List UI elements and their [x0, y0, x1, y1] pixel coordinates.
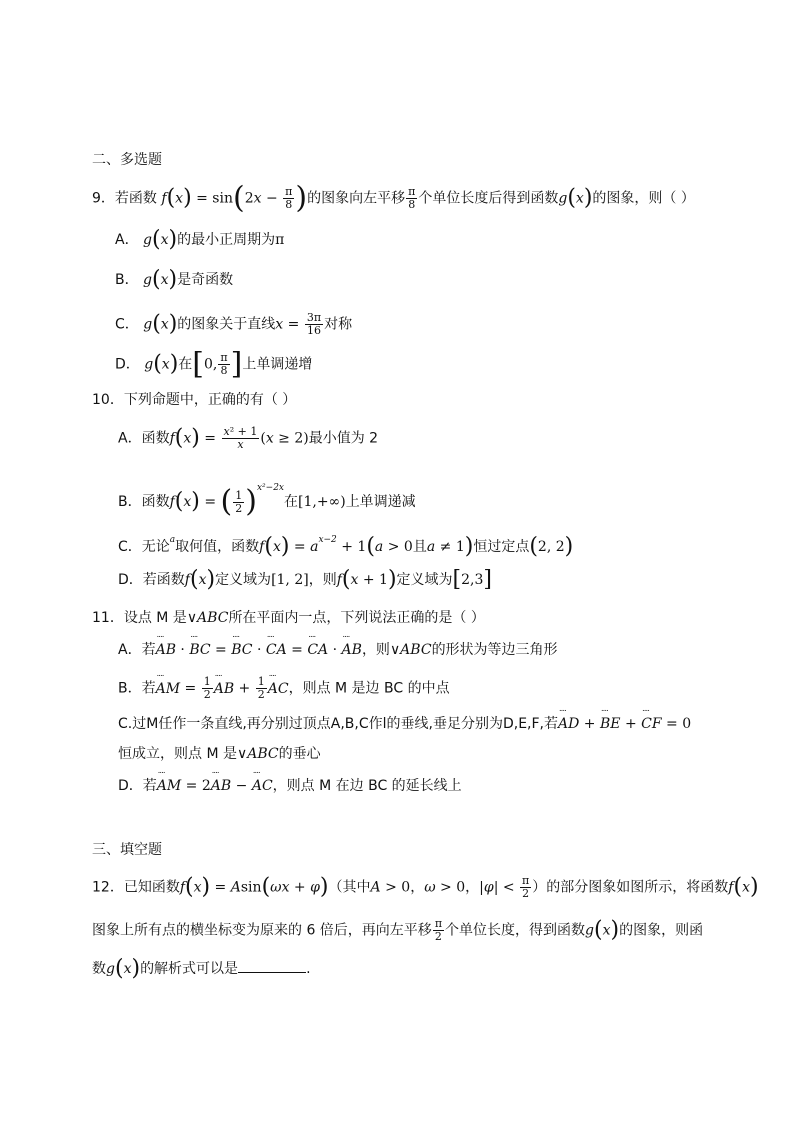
question-text: 设点 M 是 [123, 610, 187, 626]
question-12: 12．已知函数f(x) = Asin(ωx + φ)（其中A > 0，ω > 0，|φ| < $\frac{\pi}{2}$ ）的部分图象如图所示，将函数f(x) [92, 874, 759, 900]
question-11: 11．设点 M 是∨ABC所在平面内一点，下列说法正确的是（ ） [92, 610, 485, 626]
question-12-line3: 数g(x)的解析式可以是 . [92, 956, 311, 981]
question-number: 12． [92, 879, 124, 896]
section-heading-fill-in: 三、填空题 [92, 842, 162, 858]
option-10a: A．函数f(x) = $\frac{\text{x² + 1}}{x}$ (x ≥ 2)最小值为 2 [118, 425, 379, 451]
question-10 [92, 390, 296, 410]
question-number: 10． [92, 392, 124, 408]
option-11a: A．若¨¨ AB · ¨¨ BC = ¨¨ BC · ¨¨ CA = ¨¨ CA · ¨¨ AB，则∨ABC的形状为等边三角形 [118, 640, 558, 660]
option-11c-continued: 恒成立，则点 M 是∨ABC的垂心 [118, 746, 321, 762]
question-number: 11． [92, 610, 124, 626]
question-number: 9． [92, 190, 115, 207]
option-10b: B．函数f(x) = ( $\frac{1}{2}$ )$^{x^2-2x}$在[1,+∞)上单调递减 [118, 483, 416, 519]
option-11c: C.过M任作一条直线,再分别过顶点A,B,C作l的垂线,垂足分别为D,E,F,若¨¨ AD + ¨¨ BE + ¨¨ CF = 0 [118, 714, 691, 734]
question-text: 若函数 [114, 190, 157, 207]
section-heading-multiple-choice: 二、多选题 [92, 152, 162, 168]
question-text: 下列命题中，正确的有（ ） [123, 392, 297, 408]
option-9c: C． g(x)的图象关于直线x = $\frac{3\pi}{16}$ 对称 [115, 311, 353, 337]
formula: f [161, 190, 167, 207]
option-11b: B．若¨¨ AM = $\frac{1}{2}$ ¨¨ AB + $\frac{1}{2}$ ¨¨ AC，则点 M 是边 BC 的中点 [118, 676, 450, 701]
option-9b: B． g(x)是奇函数 [115, 267, 234, 292]
option-10d: D．若函数f(x)定义域为[1, 2]，则f(x + 1)定义域为[2,3] [118, 567, 492, 592]
question-9: 9．若函数 f(x) = sin(2x − $\frac{\pi}{8}$ )的图象向左平移 $\frac{\pi}{8}$ 个单位长度后得到函数g(x)的图象，则（ ） [92, 180, 695, 216]
option-11d: D．若¨¨ AM = 2¨¨ AB − ¨¨ AC，则点 M 在边 BC 的延长线上 [118, 776, 462, 796]
answer-blank[interactable] [238, 958, 306, 973]
question-12-line2: 图象上所有点的横坐标变为原来的 6 倍后，再向左平移 $\frac{\pi}{2}$ 个单位长度，得到函数g(x)的图象，则函 [92, 917, 704, 943]
option-9a: A． g(x)的最小正周期为π [115, 227, 285, 252]
option-9d: D． g(x)在[0, $\frac{\pi}{8}$ ]上单调递增 [115, 346, 313, 382]
option-10c: C．无论$^a$取何值，函数$f(x) = a^{x-2} + 1(a > 0$且a ≠ 1)恒过定点(2, 2) [118, 534, 574, 559]
